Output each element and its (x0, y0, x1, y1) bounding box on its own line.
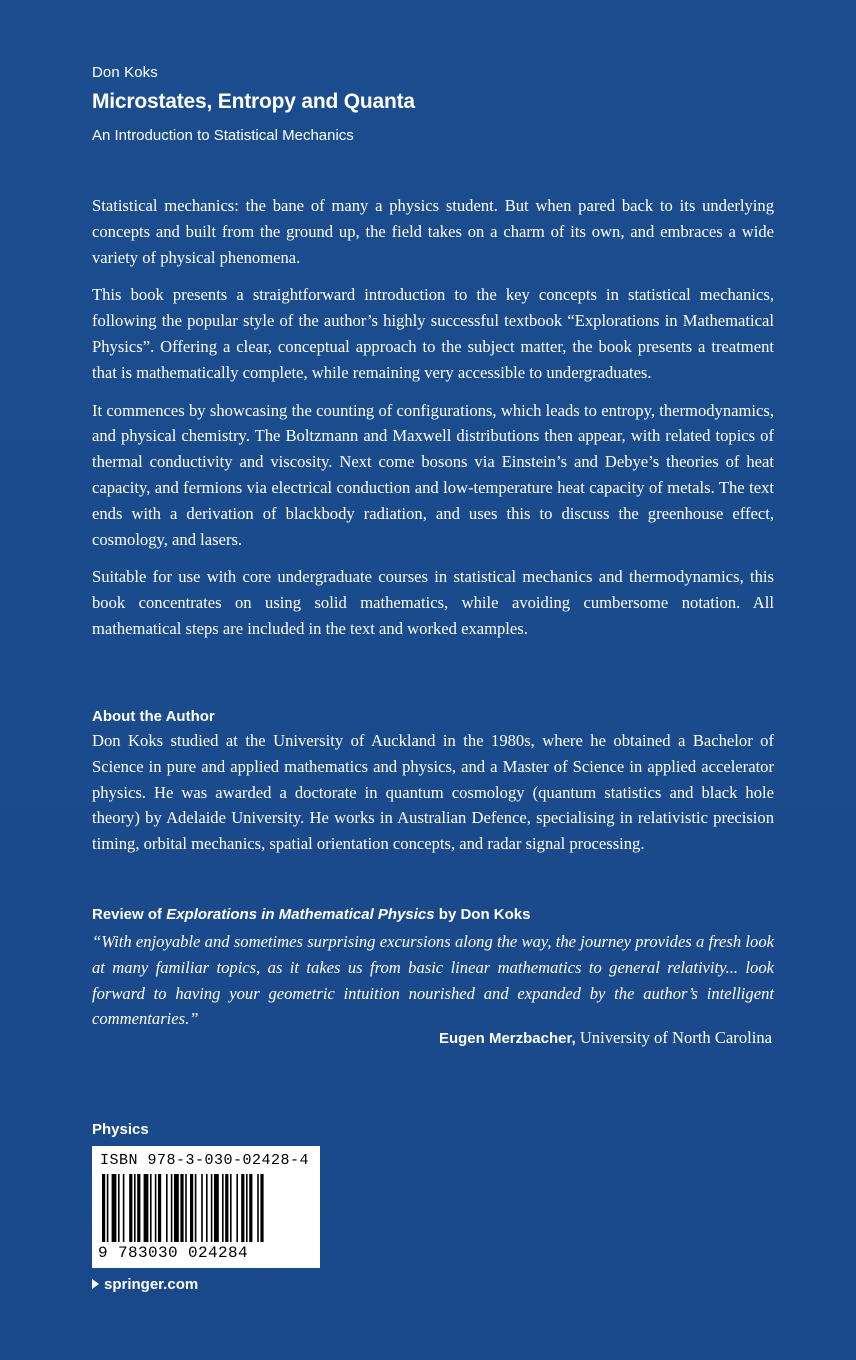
barcode-bar (214, 1174, 219, 1242)
about-author-text: Don Koks studied at the University of Auckland in the 1980s, where he obtained a Bachelor of Science in pure and applied mathematics and physics, and a Master of Science in applied accelerator physics. He was awarded a doctorate in quantum cosmology (quantum statistics and black hole theory) by Adelaide University. He works in Australian Defence, specialising in relativistic precision timing, orbital mechanics, spatial orientation concepts, and radar signal processing. (92, 731, 774, 854)
subject-category: Physics (92, 1121, 149, 1138)
barcode-bar (158, 1174, 161, 1242)
barcode-bar (222, 1174, 224, 1242)
barcode-bar (257, 1174, 259, 1242)
barcode-bar (230, 1174, 232, 1242)
book-title: Microstates, Entropy and Quanta (92, 90, 415, 113)
review-quote: “With enjoyable and sometimes surprising excursions along the way, the journey provides a fresh look at many familiar topics, as it takes us from basic linear mathematics to general relativity... look forward to having your geometric intuition nourished and expanded by the author’s intelligent commentaries.” (92, 932, 774, 1029)
barcode-bar (150, 1174, 152, 1242)
barcode-bar (249, 1174, 252, 1242)
barcode-bar (241, 1174, 244, 1242)
barcode-bar (206, 1174, 208, 1242)
blurb-paragraph: It commences by showcasing the counting of configurations, which leads to entropy, thermodynamics, and physical chemistry. The Boltzmann and Maxwell distributions then appear, with related topics of thermal conductivity and viscosity. Next come bosons via Einstein’s and Debye’s theories of heat capacity, and fermions via electrical conduction and low-temperature heat capacity of metals. The text ends with a derivation of blackbody radiation, and uses this to discuss the greenhouse effect, cosmology, and lasers. (92, 400, 774, 549)
barcode-bar (225, 1174, 228, 1242)
barcode-bar (112, 1174, 117, 1242)
barcode-bar (118, 1174, 120, 1242)
springer-link-label: springer.com (104, 1276, 199, 1293)
about-author-heading: About the Author (92, 708, 215, 725)
barcode-bar (185, 1174, 187, 1242)
barcode-bar (211, 1174, 213, 1242)
isbn-barcode (92, 1146, 320, 1268)
barcode-bar (155, 1174, 157, 1242)
barcode-bar (123, 1174, 125, 1242)
barcode-bar (129, 1174, 132, 1242)
barcode-bar (102, 1174, 105, 1242)
review-heading-prefix: Review of (92, 906, 167, 923)
barcode-bar (260, 1174, 263, 1242)
barcode-bar (134, 1174, 136, 1242)
barcode-bar (190, 1174, 193, 1242)
barcode-bar (180, 1174, 183, 1242)
blurb (92, 193, 774, 654)
barcode-bar (201, 1174, 203, 1242)
blurb-paragraph: This book presents a straightforward introduction to the key concepts in statistical mechanics, following the popular style of the author’s highly successful textbook “Explorations in Mathematical Physics”. Offering a clear, conceptual approach to the subject matter, the book presents a treatment that is mathematically complete, while remaining very accessible to undergraduates. (92, 285, 774, 382)
arrow-right-icon (92, 1279, 99, 1289)
reviewer-name: Eugen Merzbacher, (438, 1030, 576, 1047)
reviewer-affiliation: University of North Carolina (575, 1028, 772, 1047)
barcode-bar (166, 1174, 168, 1242)
barcode-bar (171, 1174, 173, 1242)
barcode-digits: 9 783030 024284 (98, 1244, 249, 1262)
blurb-paragraph: Statistical mechanics: the bane of many a physics student. But when pared back to its underlying concepts and built from the ground up, the field takes on a charm of its own, and embraces a wide variety of physical phenomena. (92, 196, 774, 267)
springer-link[interactable] (92, 1276, 198, 1293)
barcode-bar (144, 1174, 149, 1242)
review-heading-suffix: by Don Koks (434, 906, 531, 923)
review-attribution (439, 1028, 772, 1048)
isbn-label: ISBN 978-3-030-02428-4 (100, 1152, 310, 1169)
review-heading-title: Explorations in Mathematical Physics (166, 906, 435, 923)
barcode-bar (174, 1174, 179, 1242)
review-heading (92, 906, 530, 923)
barcode-bar (236, 1174, 238, 1242)
barcode-bar (137, 1174, 140, 1242)
blurb-paragraph: Suitable for use with core undergraduate courses in statistical mechanics and thermodynamics, this book concentrates on using solid mathematics, while avoiding cumbersome notation. All mathematical steps are included in the text and worked examples. (92, 567, 774, 638)
barcode-bar (246, 1174, 248, 1242)
barcode-bar (195, 1174, 197, 1242)
barcode-bar (107, 1174, 109, 1242)
book-subtitle: An Introduction to Statistical Mechanics (92, 127, 354, 144)
author-name: Don Koks (92, 64, 158, 81)
barcode-bars (102, 1174, 310, 1242)
